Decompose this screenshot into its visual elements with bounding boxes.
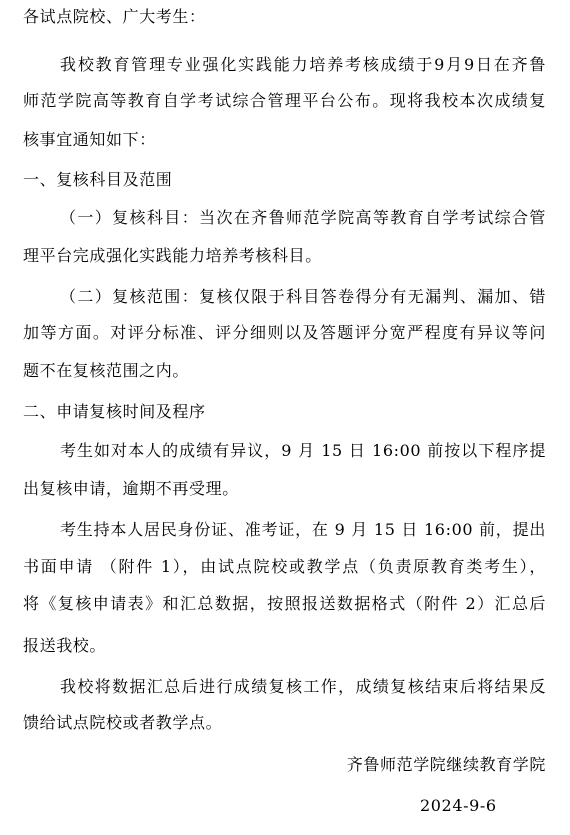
section-1-sub-2-line-1: （二）复核范围：复核仅限于科目答卷得分有无漏判、漏加、错 [60, 287, 546, 306]
section-2-p2-line-3: 将《复核申请表》和汇总数据，按照报送数据格式（附件 2）汇总后 [23, 594, 546, 613]
section-2-p1-line-2: 出复核申请，逾期不再受理。 [23, 479, 239, 498]
section-1-heading: 一、复核科目及范围 [23, 170, 173, 189]
section-1-sub-2-line-3: 题不在复核范围之内。 [23, 361, 190, 380]
section-2-p3-line-2: 馈给试点院校或者教学点。 [23, 713, 223, 732]
section-2-p1-line-1: 考生如对本人的成绩有异议，9 月 15 日 16:00 前按以下程序提 [60, 441, 546, 460]
signature-institution: 齐鲁师范学院继续教育学院 [346, 755, 546, 774]
section-1-sub-1-line-2: 理平台完成强化实践能力培养考核科目。 [23, 246, 322, 265]
section-2-p2-line-2: 书面申请 （附件 1），由试点院校或教学点（负责原教育类考生）， [23, 557, 546, 576]
signature-date: 2024-9-6 [420, 796, 497, 815]
intro-line-2: 师范学院高等教育自学考试综合管理平台公布。现将我校本次成绩复 [23, 91, 546, 110]
section-2-heading: 二、申请复核时间及程序 [23, 402, 206, 421]
intro-line-3: 核事宜通知如下： [23, 130, 156, 149]
salutation: 各试点院校、广大考生： [23, 7, 206, 26]
section-2-p2-line-4: 报送我校。 [23, 636, 107, 655]
section-2-p2-line-1: 考生持本人居民身份证、准考证，在 9 月 15 日 16:00 前，提出 [60, 520, 546, 539]
section-1-sub-2-line-2: 加等方面。对评分标准、评分细则以及答题评分宽严程度有异议等问 [23, 323, 546, 342]
intro-line-1: 我校教育管理专业强化实践能力培养考核成绩于9月9日在齐鲁 [60, 55, 546, 74]
section-2-p3-line-1: 我校将数据汇总后进行成绩复核工作，成绩复核结束后将结果反 [60, 677, 546, 696]
section-1-sub-1-line-1: （一）复核科目：当次在齐鲁师范学院高等教育自学考试综合管 [60, 208, 546, 227]
